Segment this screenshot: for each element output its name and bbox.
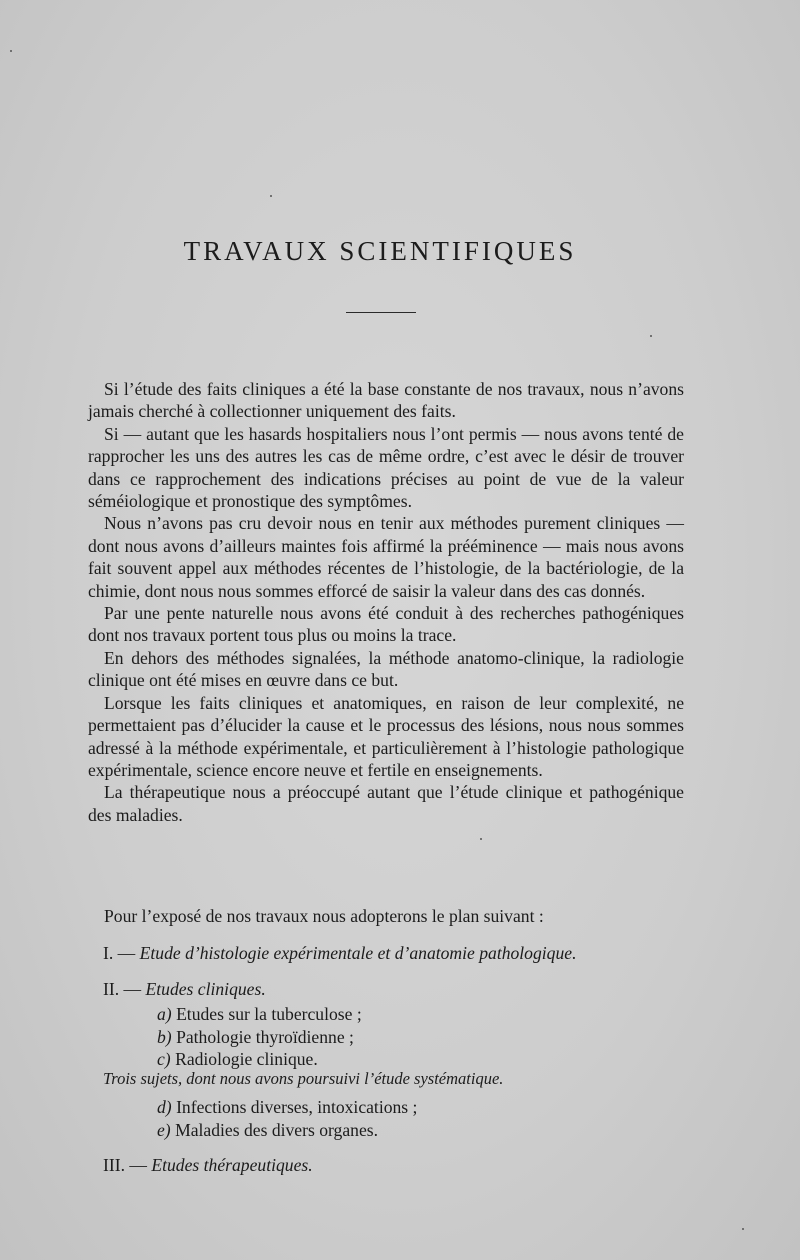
- section-1: [103, 942, 576, 964]
- paragraph: Si l’étude des faits cliniques a été la base constante de nos travaux, nous n’avons jamais cherché à collectionner uniquement des faits.: [88, 379, 684, 422]
- list-item-letter: e): [157, 1120, 171, 1140]
- list-item-text: Infections diverses, intoxications ;: [176, 1097, 418, 1117]
- list-item-letter: d): [157, 1097, 172, 1117]
- paragraph: Lorsque les faits cliniques et anatomiques, en raison de leur complexité, ne permettaient pas d’élucider la cause et le processus des lésions, nous nous sommes adressé à la méthode expérimentale, et particulièrement à l’histologie pathologique expérimentale, science encore neuve et fertile en enseignements.: [88, 692, 684, 780]
- list-item: [157, 1119, 378, 1141]
- section-2-number: II. —: [103, 979, 142, 999]
- section-3-title: Etudes thérapeutiques.: [151, 1155, 313, 1175]
- body-text: [88, 378, 684, 826]
- list-item: [157, 1048, 318, 1070]
- list-item: [157, 1026, 354, 1048]
- paragraph: La thérapeutique nous a préoccupé autant que l’étude clinique et pathogénique des maladies.: [88, 782, 684, 825]
- section-2-note: Trois sujets, dont nous avons poursuivi l’étude systématique.: [103, 1069, 504, 1088]
- paper-speck: [650, 335, 652, 337]
- list-item-letter: c): [157, 1049, 171, 1069]
- section-2: [103, 978, 266, 1000]
- paragraph: Si — autant que les hasards hospitaliers nous l’ont permis — nous avons tenté de rapprocher les uns des autres les cas de même ordre, c’est avec le désir de trouver dans ce rapprochement des indications précises au point de vue de la valeur séméiologique et pronostique des symptômes.: [88, 423, 684, 512]
- section-3-number: III. —: [103, 1155, 147, 1175]
- list-item-letter: a): [157, 1004, 172, 1024]
- paper-speck: [480, 838, 482, 840]
- list-item-text: Maladies des divers organes.: [175, 1120, 379, 1140]
- list-item-text: Etudes sur la tuberculose ;: [176, 1004, 362, 1024]
- list-item-text: Radiologie clinique.: [175, 1049, 318, 1069]
- paper-speck: [742, 1228, 744, 1230]
- section-2-title: Etudes cliniques.: [145, 979, 266, 999]
- paragraph: En dehors des méthodes signalées, la méthode anatomo-clinique, la radiologie clinique ont été mises en œuvre dans ce but.: [88, 647, 684, 691]
- list-item: [157, 1003, 362, 1025]
- list-item-letter: b): [157, 1027, 172, 1047]
- section-1-title: Etude d’histologie expérimentale et d’anatomie pathologique.: [139, 943, 577, 963]
- paragraph: Nous n’avons pas cru devoir nous en tenir aux méthodes purement cliniques — dont nous avons d’ailleurs maintes fois affirmé la prééminence — mais nous avons fait souvent appel aux méthodes récentes de l’histologie, de la bactériologie, de la chimie, dont nous nous sommes efforcé de saisir la valeur dans des cas donnés.: [88, 513, 684, 601]
- list-item-text: Pathologie thyroïdienne ;: [176, 1027, 354, 1047]
- paper-speck: [10, 50, 12, 52]
- section-1-number: I. —: [103, 943, 136, 963]
- page-title: TRAVAUX SCIENTIFIQUES: [183, 236, 577, 266]
- paper-speck: [270, 195, 272, 197]
- plan-intro: Pour l’exposé de nos travaux nous adopterons le plan suivant :: [104, 906, 544, 926]
- list-item: [157, 1096, 417, 1118]
- title-divider: [346, 312, 416, 313]
- paragraph: Par une pente naturelle nous avons été conduit à des recherches pathogéniques dont nos travaux portent tous plus ou moins la trace.: [88, 603, 684, 646]
- section-3: [103, 1154, 313, 1176]
